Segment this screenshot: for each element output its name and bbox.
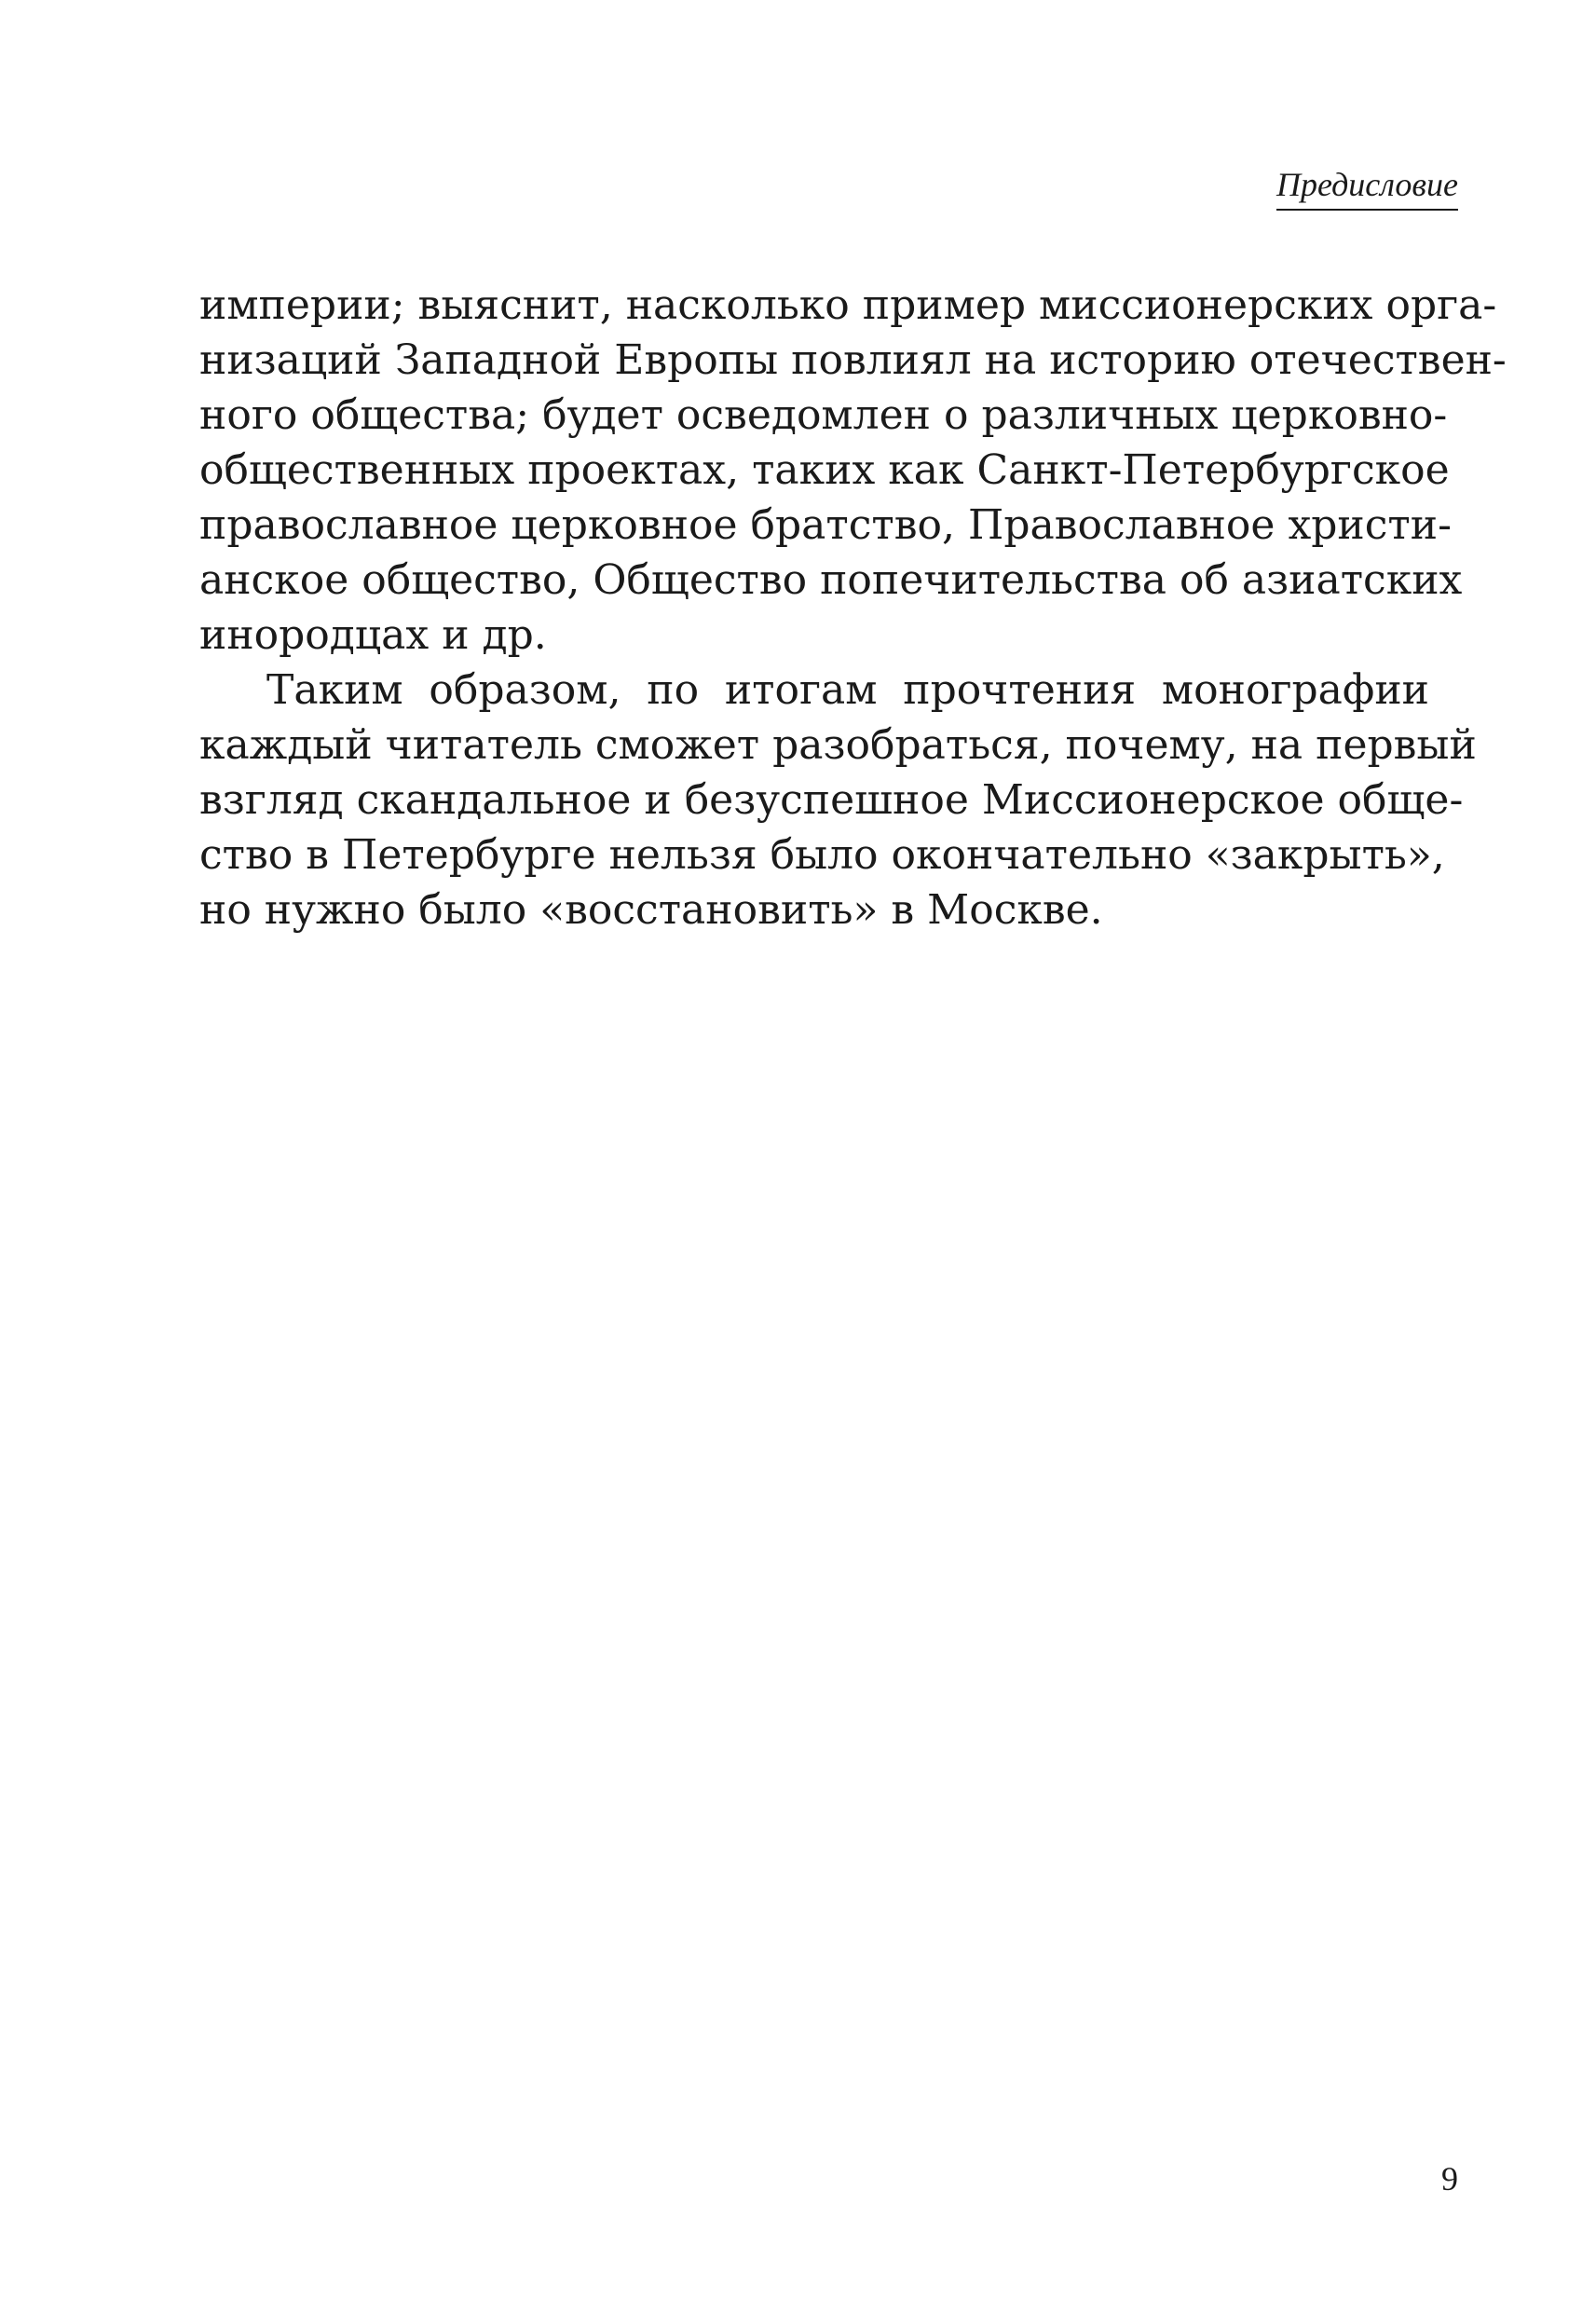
body-text [199, 278, 1507, 937]
paragraph-2-line-5: но нужно было «восстановить» в Москве. [199, 886, 1103, 934]
paragraph-1-line-4: общественных проектах, таких как Санкт-Петербургское [199, 446, 1450, 494]
paragraph-1-line-3: ного общества; будет осведомлен о различных церковно- [199, 391, 1448, 439]
paragraph-2-line-4: ство в Петербурге нельзя было окончательно «закрыть», [199, 831, 1445, 879]
paragraph-1 [199, 278, 1507, 663]
paragraph-2-line-2: каждый читатель сможет разобраться, почему, на первый [199, 721, 1477, 769]
paragraph-1-line-7: инородцах и др. [199, 611, 547, 659]
paragraph-2-line-1: Таким образом, по итогам прочтения монографии [266, 666, 1429, 714]
paragraph-2-line-3: взгляд скандальное и безуспешное Миссионерское обще- [199, 776, 1464, 824]
paragraph-2 [199, 663, 1477, 937]
running-header-title: Предисловие [1276, 164, 1458, 211]
page-number: 9 [1441, 2160, 1458, 2197]
paragraph-1-line-5: православное церковное братство, Православное христи- [199, 501, 1452, 549]
paragraph-1-line-1: империи; выяснит, насколько пример миссионерских орга- [199, 281, 1497, 329]
paragraph-1-line-6: анское общество, Общество попечительства об азиатских [199, 556, 1463, 604]
paragraph-1-line-2: низаций Западной Европы повлиял на историю отечествен- [199, 336, 1507, 384]
